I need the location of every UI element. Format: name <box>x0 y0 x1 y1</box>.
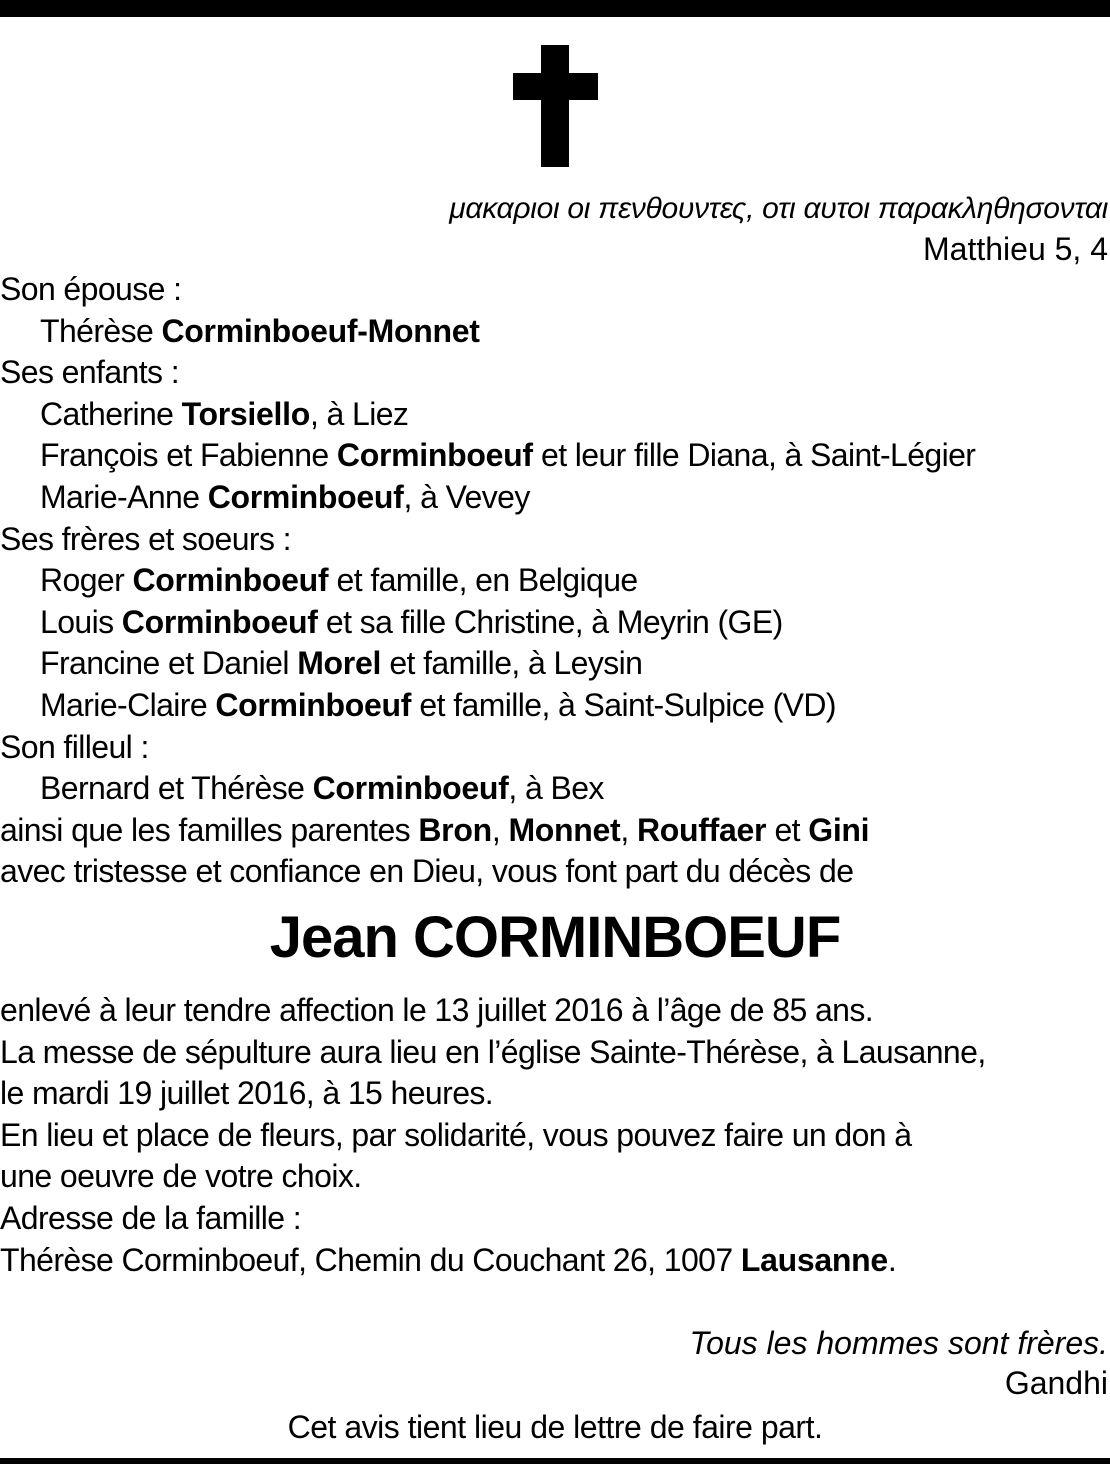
detail-line: Adresse de la famille : <box>0 1199 302 1236</box>
detail-line: une oeuvre de votre choix. <box>0 1158 362 1195</box>
family-list <box>0 269 1108 893</box>
closing-motto: Tous les hommes sont frères. <box>689 1325 1108 1361</box>
bottom-rule <box>0 1458 1110 1464</box>
detail-line: enlevé à leur tendre affection le 13 juillet 2016 à l’âge de 85 ans. <box>0 992 874 1028</box>
closing-author: Gandhi <box>1004 1365 1108 1401</box>
detail-line: En lieu et place de fleurs, par solidarité, vous pouvez faire un don à <box>0 1116 912 1153</box>
siblings-label: Ses frères et soeurs : <box>0 520 291 557</box>
cross-icon <box>0 45 1110 167</box>
top-rule <box>0 0 1110 17</box>
relatives-line: ainsi que les familles parentes Bron, Monnet, Rouffaer et Gini <box>0 811 870 848</box>
list-item: François et Fabienne Corminboeuf et leur fille Diana, à Saint-Légier <box>40 437 976 474</box>
announcement-line: avec tristesse et confiance en Dieu, vous font part du décès de <box>0 853 854 890</box>
list-item: Roger Corminboeuf et famille, en Belgique <box>40 562 638 599</box>
list-item: Thérèse Corminboeuf-Monnet <box>40 312 480 349</box>
list-item: Catherine Torsiello, à Liez <box>40 395 409 432</box>
list-item: Francine et Daniel Morel et famille, à Leysin <box>40 645 643 682</box>
detail-line: le mardi 19 juillet 2016, à 15 heures. <box>0 1075 494 1112</box>
spouse-label: Son épouse : <box>0 271 182 307</box>
epigraph-text: μακαριοι οι πενθουντες, οτι αυτοι παρακληθησονται <box>449 192 1108 225</box>
deceased-name: Jean CORMINBOEUF <box>269 905 841 970</box>
list-item: Marie-Anne Corminboeuf, à Vevey <box>40 478 530 515</box>
detail-line: La messe de sépulture aura lieu en l’église Sainte-Thérèse, à Lausanne, <box>0 1033 986 1070</box>
list-item: Marie-Claire Corminboeuf et famille, à Saint-Sulpice (VD) <box>40 686 836 723</box>
address-line: Thérèse Corminboeuf, Chemin du Couchant 26, 1007 Lausanne. <box>0 1241 897 1278</box>
children-label: Ses enfants : <box>0 354 179 391</box>
list-item: Bernard et Thérèse Corminboeuf, à Bex <box>40 770 604 807</box>
footer-note: Cet avis tient lieu de lettre de faire part. <box>287 1409 823 1445</box>
epigraph-reference: Matthieu 5, 4 <box>923 231 1108 267</box>
details-block <box>0 990 1108 1281</box>
godson-label: Son filleul : <box>0 728 149 765</box>
list-item: Louis Corminboeuf et sa fille Christine, à Meyrin (GE) <box>40 603 783 640</box>
